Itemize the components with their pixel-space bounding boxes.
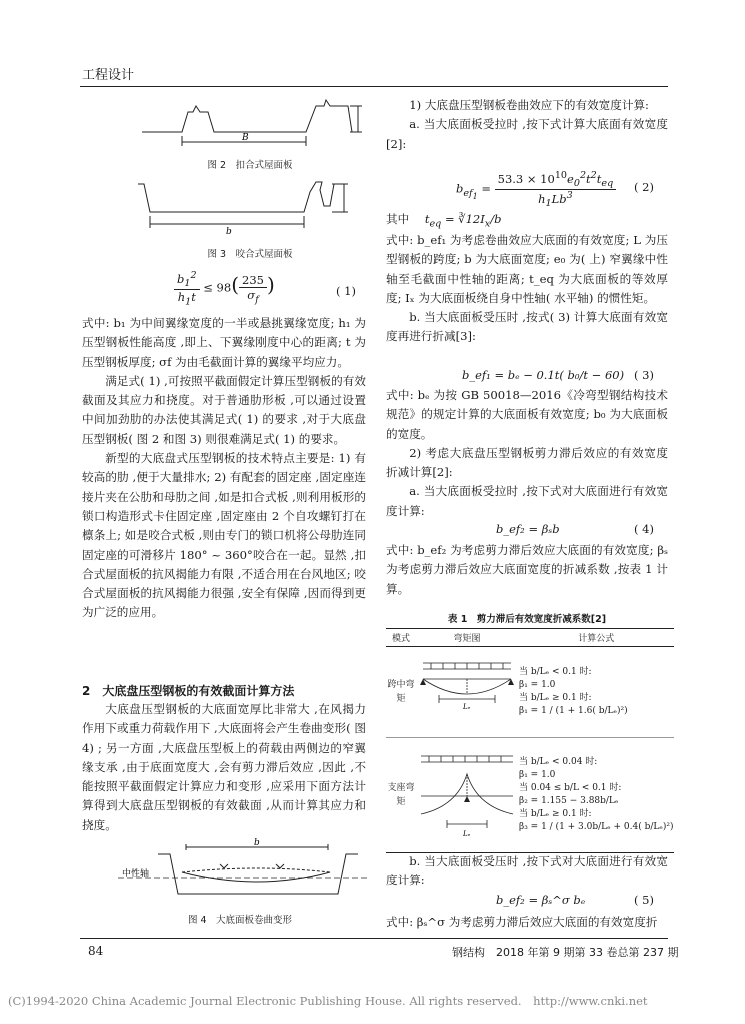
figure-4-caption: 图 4 大底面板卷曲变形 <box>187 915 293 926</box>
figure-4-axis-label: 中性轴 <box>122 869 150 879</box>
table-row-2-diagram <box>416 738 518 853</box>
equation-3: b_ef₁ = bₑ − 0.1t( b₀/t − 60) <box>462 368 625 382</box>
section-2-title: 2 大底盘压型钢板的有效截面计算方法 <box>82 684 295 698</box>
table-header-formula: 计算公式 <box>518 629 674 647</box>
footer-rule <box>80 938 668 939</box>
right-column-part-3 <box>386 386 668 521</box>
left-column-text <box>82 314 366 623</box>
figure-2-label-b: B <box>242 133 249 143</box>
table-row-1-mode: 跨中弯矩 <box>387 680 415 704</box>
figure-3-diagram <box>134 176 374 240</box>
table-header-diagram: 弯矩图 <box>416 629 518 647</box>
paragraph-section-2: 大底盘压型钢板的大底面宽厚比非常大 ,在风揭力作用下或重力荷载作用下 ,大底面将会产生卷曲变形( 图 4) ; 另一方面 ,大底盘压型板上的荷载由两侧边的窄翼缘支承 ,由于底面宽度大 ,会有剪力滞后效应 ,因此 ,不能按照平截面假定计算应力和变形 ,应采用下面方法计算得到大底盘压型钢板的有效截面 ,从而计算其应力和挠度。 <box>82 702 366 832</box>
equation-4: b_ef₂ = βₛb <box>496 522 560 536</box>
right-column-part-5 <box>386 852 668 891</box>
paragraph-technical-features: 新型的大底盘式压型钢板的技术特点主要是: 1) 有较高的肋 ,便于大量排水; 2) 有配套的固定座 ,固定座连接片夹在公肋和母肋之间 ,如是扣合式板 ,则利用板形的锁口构造形式卡住固定座 ,固定座由 2 个自攻螺钉打在檩条上; 如是咬合式板 ,则由专门的锁口机将公母肋连同固定座的可滑移片 180° ~ 360°咬合在一起。显然 ,扣合式屋面板的抗风揭能力有限 ,不适合用在台风地区; 咬合式屋面板的抗风揭能力很强 ,安全有保障 ,因而得到更为广泛的应用。 <box>82 451 366 620</box>
support-length-label: Lₑ <box>463 829 471 838</box>
section-2-text <box>82 700 366 835</box>
subsection-1-title: 1) 大底盘压型钢板卷曲效应下的有效宽度计算: <box>409 98 649 112</box>
subsection-2-title: 2) 考虑大底盘压型钢板剪力滞后效应的有效宽度折减计算[2]: <box>386 445 668 480</box>
table-1 <box>386 628 674 853</box>
table-header-mode: 模式 <box>386 629 416 647</box>
paragraph-eq2-symbols: 式中: b_ef₁ 为考虑卷曲效应大底面的有效宽度; L 为压型钢板的跨度; b 为大底面宽度; e₀ 为( 上) 窄翼缘中性轴至毛截面中性轴的距离; t_eq 为大底面板的等效厚度; Iₓ 为大底面板绕自身中性轴( 水平轴) 的惯性矩。 <box>386 233 668 305</box>
equation-2-where: 其中 $t_{eq}$ = $∛12I_x/b$ <box>386 212 502 230</box>
equation-5: b_ef₂ = βₛ^σ bₑ <box>496 893 586 907</box>
figure-4-diagram <box>118 834 368 910</box>
table-row-2-formulas: 当 b/Lₑ < 0.04 时: β₁ = 1.0 当 0.04 ≤ b/L < 0.1 时: β₂ = 1.155 − 3.88b/Lₑ 当 b/Lₑ ≥ 0.1 时: β₃ = 1 / (1 + 3.0b/Lₑ + 0.4( b/Lₑ)²) <box>518 738 674 853</box>
figure-4-label-b: b <box>254 838 260 848</box>
figure-3-caption: 图 3 咬合式屋面板 <box>207 249 293 260</box>
figure-2-diagram <box>130 96 370 152</box>
header-rule <box>80 86 668 87</box>
figure-2-caption: 图 2 扣合式屋面板 <box>207 160 293 171</box>
right-column-part-4 <box>386 541 668 599</box>
subsection-2a: a. 当大底面板受拉时 ,按下式对大底面进行有效宽度计算: <box>386 484 668 518</box>
where-label: 其中 <box>386 212 410 226</box>
equation-2-number: ( 2) <box>634 180 654 194</box>
midspan-moment-diagram <box>417 651 517 731</box>
journal-section-header: 工程设计 <box>82 68 135 83</box>
equation-1: $\frac{b_1^2}{h_1t}$ ≤ 98( $\frac{235}{\sigma_f}$ ) <box>174 270 275 307</box>
subsection-1b: b. 当大底面板受压时 ,按式( 3) 计算大底面有效宽度再进行折减[3]: <box>386 310 668 344</box>
subsection-1a: a. 当大底面板受拉时 ,按下式计算大底面有效宽度[2]: <box>386 117 668 151</box>
paragraph-eq1-symbols: 式中: b₁ 为中间翼缘宽度的一半或悬挑翼缘宽度; h₁ 为压型钢板性能高度 ,即上、下翼缘刚度中心的距离; t 为压型钢板厚度; σf 为由毛截面计算的翼缘平均应力。 <box>82 316 366 369</box>
journal-issue-info: 钢结构 2018 年第 9 期第 33 卷总第 237 期 <box>452 946 679 959</box>
right-column-part-2 <box>386 231 668 347</box>
table-row-1-diagram <box>416 647 518 738</box>
right-column-part-1 <box>386 96 668 154</box>
midspan-length-label: Lₑ <box>463 702 471 711</box>
subsection-2b: b. 当大底面板受压时 ,按下式对大底面进行有效宽度计算: <box>386 854 668 888</box>
table-row-2-mode: 支座弯矩 <box>386 738 416 853</box>
equation-3-number: ( 3) <box>634 368 654 382</box>
paragraph-eq4-symbols: 式中: b_ef₂ 为考虑剪力滞后效应大底面的有效宽度; βₛ 为考虑剪力滞后效应大底面宽度的折减系数 ,按表 1 计算。 <box>386 543 668 596</box>
paragraph-plane-section: 满足式( 1) ,可按照平截面假定计算压型钢板的有效截面及其应力和挠度。对于普通肋形板 ,可以通过设置中间加劲肋的办法使其满足式( 1) 的要求 ,对于大底盘压型钢板( 图 2 和图 3) 则很难满足式( 1) 的要求。 <box>82 373 366 446</box>
support-moment-diagram <box>417 744 517 844</box>
table-row-1-formulas: 当 b/Lₑ < 0.1 时: β₁ = 1.0 当 b/Lₑ ≥ 0.1 时: β₁ = 1 / (1 + 1.6( b/Lₑ)²) <box>519 667 628 716</box>
page-number: 84 <box>88 944 104 958</box>
table-1-caption: 表 1 剪力滞后有效宽度折减系数[2] <box>447 614 607 625</box>
figure-3-label-b: b <box>226 227 232 237</box>
equation-5-number: ( 5) <box>634 893 654 907</box>
table-row <box>386 738 674 853</box>
table-row <box>386 647 674 738</box>
copyright-notice: (C)1994-2020 China Academic Journal Electronic Publishing House. All rights reserved. http://www.cnki.net <box>8 994 648 1008</box>
equation-1-number: ( 1) <box>336 284 356 298</box>
equation-2: $b_{ef_1}$ = $\frac{53.3 \times 10^{10}e_0^2t^2t_{eq}}{h_1Lb^3}$ <box>456 170 616 209</box>
equation-4-number: ( 4) <box>634 522 654 536</box>
paragraph-eq5-symbols: 式中: βₛ^σ 为考虑剪力滞后效应大底面的有效宽度折 <box>386 915 658 929</box>
right-column-part-6 <box>386 913 668 932</box>
paragraph-eq3-symbols: 式中: bₑ 为按 GB 50018—2016《冷弯型钢结构技术规范》的规定计算的大底面板有效宽度; b₀ 为大底面板的宽度。 <box>386 388 668 441</box>
